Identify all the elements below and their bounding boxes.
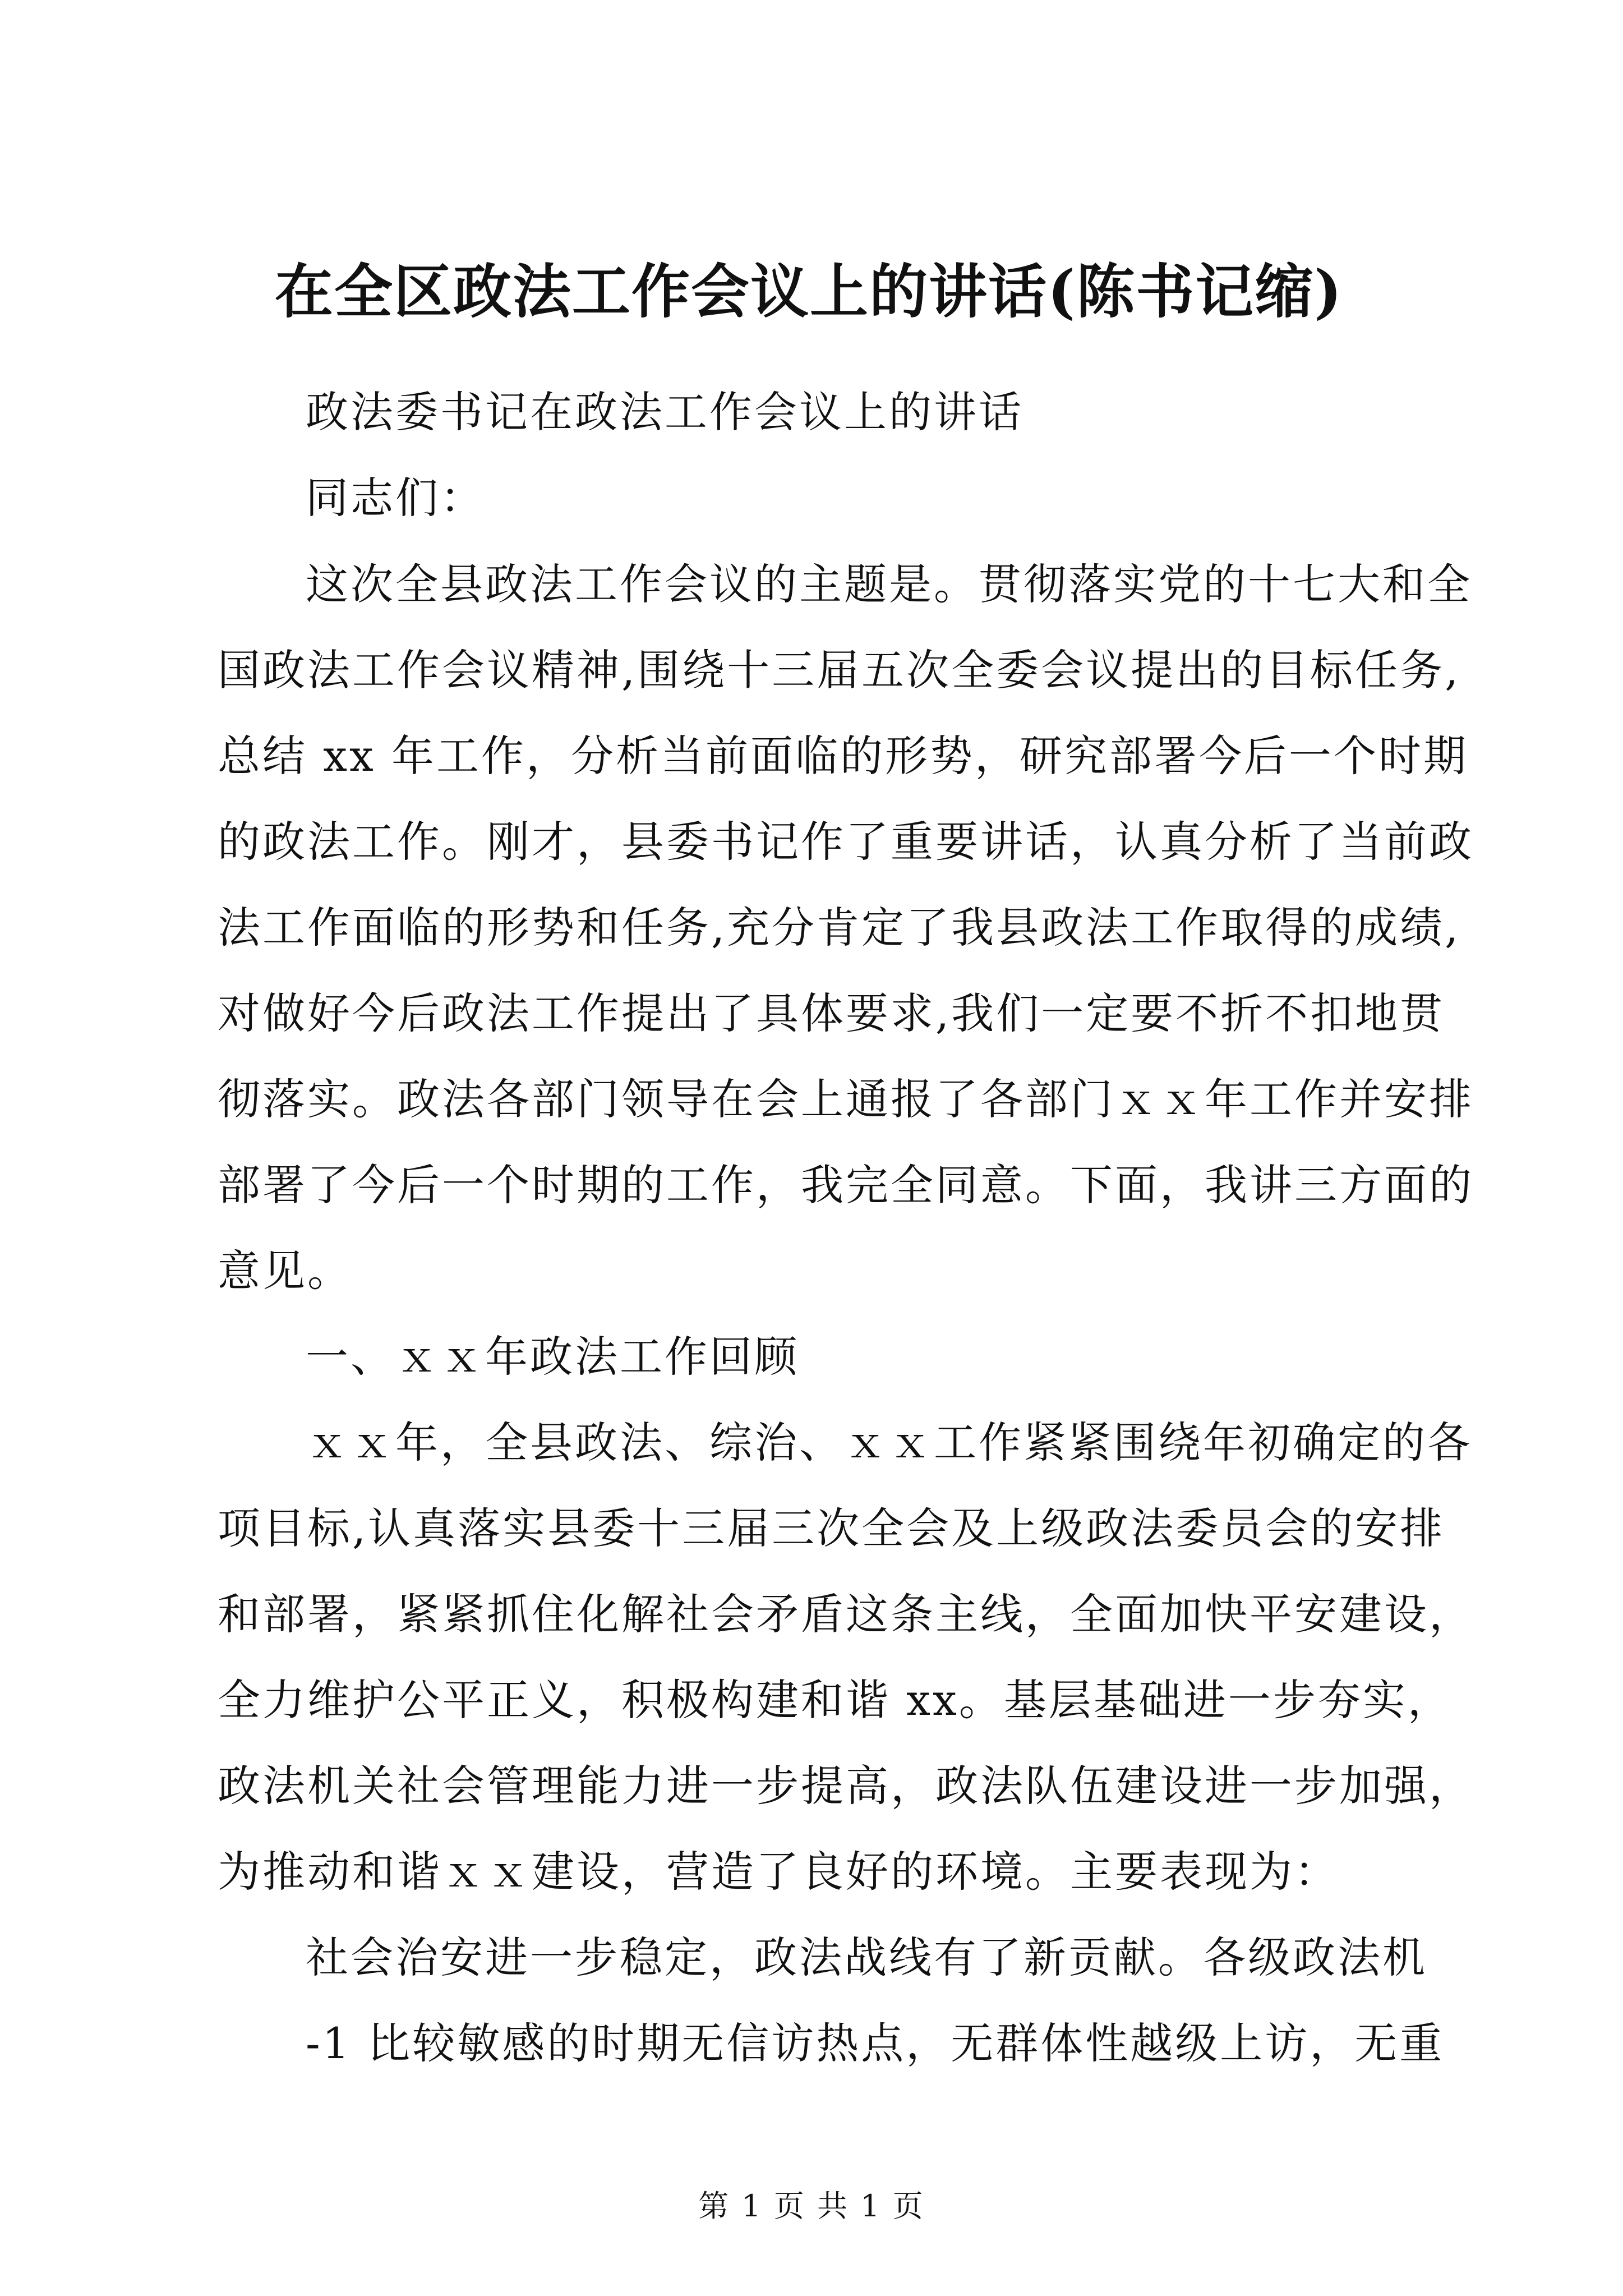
body-line-1: 这次全县政法工作会议的主题是。贯彻落实党的十七大和全: [306, 559, 1472, 609]
body-line-8: 部署了今后一个时期的工作，我完全同意。下面，我讲三方面的: [218, 1160, 1474, 1210]
body-line-18: -1 比较敏感的时期无信访热点，无群体性越级上访，无重: [306, 2018, 1445, 2068]
page-footer: 第 1 页 共 1 页: [698, 2188, 925, 2224]
body-line-4: 的政法工作。刚才，县委书记作了重要讲话，认真分析了当前政: [218, 817, 1474, 867]
document-subtitle: 政法委书记在政法工作会议上的讲话: [306, 387, 1023, 437]
body-line-17: 社会治安进一步稳定，政法战线有了新贡献。各级政法机: [306, 1932, 1427, 1982]
body-line-14: 全力维护公平正义，积极构建和谐 xx。基层基础进一步夯实，: [218, 1675, 1453, 1725]
body-line-12: 项目标,认真落实县委十三届三次全会及上级政法委员会的安排: [218, 1503, 1445, 1553]
body-line-3: 总结 xx 年工作，分析当前面临的形势，研究部署今后一个时期: [218, 731, 1469, 781]
body-line-7: 彻落实。政法各部门领导在会上通报了各部门ｘｘ年工作并安排: [218, 1074, 1474, 1124]
salutation: 同志们：: [306, 473, 485, 523]
body-line-5: 法工作面临的形势和任务,充分肯定了我县政法工作取得的成绩,: [218, 903, 1461, 953]
body-line-2: 国政法工作会议精神,围绕十三届五次全委会议提出的目标任务,: [218, 645, 1461, 695]
body-line-9: 意见。: [218, 1246, 352, 1296]
body-line-11: ｘｘ年，全县政法、综治、ｘｘ工作紧紧围绕年初确定的各: [306, 1418, 1472, 1467]
document-title: 在全区政法工作会议上的讲话(陈书记缩): [275, 257, 1343, 326]
body-line-16: 为推动和谐ｘｘ建设，营造了良好的环境。主要表现为：: [218, 1847, 1339, 1897]
body-line-6: 对做好今后政法工作提出了具体要求,我们一定要不折不扣地贯: [218, 988, 1445, 1038]
section-heading: 一、ｘｘ年政法工作回顾: [306, 1332, 799, 1382]
body-line-13: 和部署，紧紧抓住化解社会矛盾这条主线，全面加快平安建设，: [218, 1589, 1474, 1639]
body-line-15: 政法机关社会管理能力进一步提高，政法队伍建设进一步加强，: [218, 1761, 1474, 1811]
